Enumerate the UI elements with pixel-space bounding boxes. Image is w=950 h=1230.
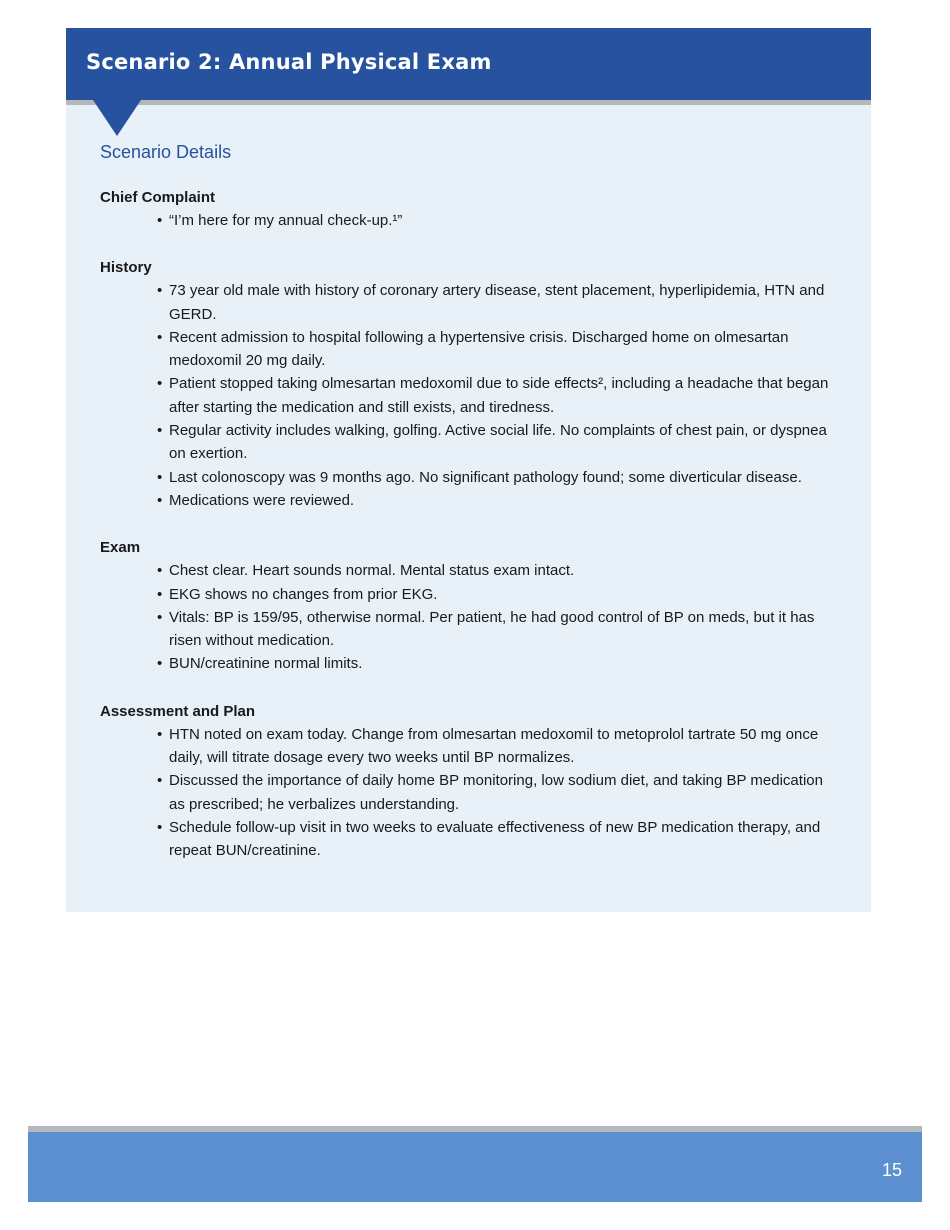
list-item: • 73 year old male with history of coronary artery disease, stent placement, hyperlipidemia, HTN and GERD. [157, 282, 825, 323]
assessment-section [100, 700, 830, 863]
history-list [100, 279, 830, 512]
list-item: • Vitals: BP is 159/95, otherwise normal. Per patient, he had good control of BP on meds, but it has risen without medication. [157, 608, 815, 650]
list-item: • Recent admission to hospital following a hypertensive crisis. Discharged home on olmesartan medoxomil 20 mg daily. [157, 328, 789, 370]
header-banner [66, 28, 871, 100]
list-item: • Regular activity includes walking, golfing. Active social life. No complaints of chest pain, or dyspnea on exertion. [157, 422, 827, 463]
history-title: History [100, 259, 152, 277]
section-heading: Scenario Details [100, 142, 232, 162]
footer-bar [28, 1132, 922, 1202]
list-item: • Patient stopped taking olmesartan medoxomil due to side effects², including a headache that began after starting the medication and still exists, and tiredness. [157, 375, 829, 416]
list-item: • Last colonoscopy was 9 months ago. No significant pathology found; some diverticular disease. [157, 468, 802, 486]
list-item: • Chest clear. Heart sounds normal. Mental status exam intact. [157, 562, 575, 580]
list-item: • Medications were reviewed. [157, 491, 355, 509]
chief-complaint-title: Chief Complaint [100, 189, 215, 206]
chief-complaint-section [100, 186, 830, 232]
history-section [100, 256, 830, 512]
exam-section [100, 536, 830, 675]
page-number: 15 [881, 1160, 902, 1180]
chief-complaint-list [100, 209, 830, 232]
assessment-title: Assessment and Plan [100, 702, 256, 720]
assessment-list [100, 723, 830, 863]
page-title: Scenario 2: Annual Physical Exam [86, 50, 492, 74]
scenario-content [100, 186, 830, 887]
pointer-triangle [93, 100, 141, 136]
list-item: • Schedule follow-up visit in two weeks to evaluate effectiveness of new BP medication therapy, and repeat BUN/creatinine. [157, 818, 821, 860]
list-item: • Discussed the importance of daily home BP monitoring, low sodium diet, and taking BP medication as prescribed; he verbalizes understanding. [157, 772, 823, 813]
exam-title: Exam [100, 539, 141, 557]
list-item: • EKG shows no changes from prior EKG. [157, 585, 438, 603]
exam-list [100, 559, 830, 675]
list-item: • BUN/creatinine normal limits. [157, 655, 363, 673]
list-item: • HTN noted on exam today. Change from olmesartan medoxomil to metoprolol tartrate 50 mg once daily, will titrate dosage every two weeks until BP normalizes. [157, 725, 819, 767]
list-item: • “I’m here for my annual check-up.¹” [157, 212, 403, 229]
